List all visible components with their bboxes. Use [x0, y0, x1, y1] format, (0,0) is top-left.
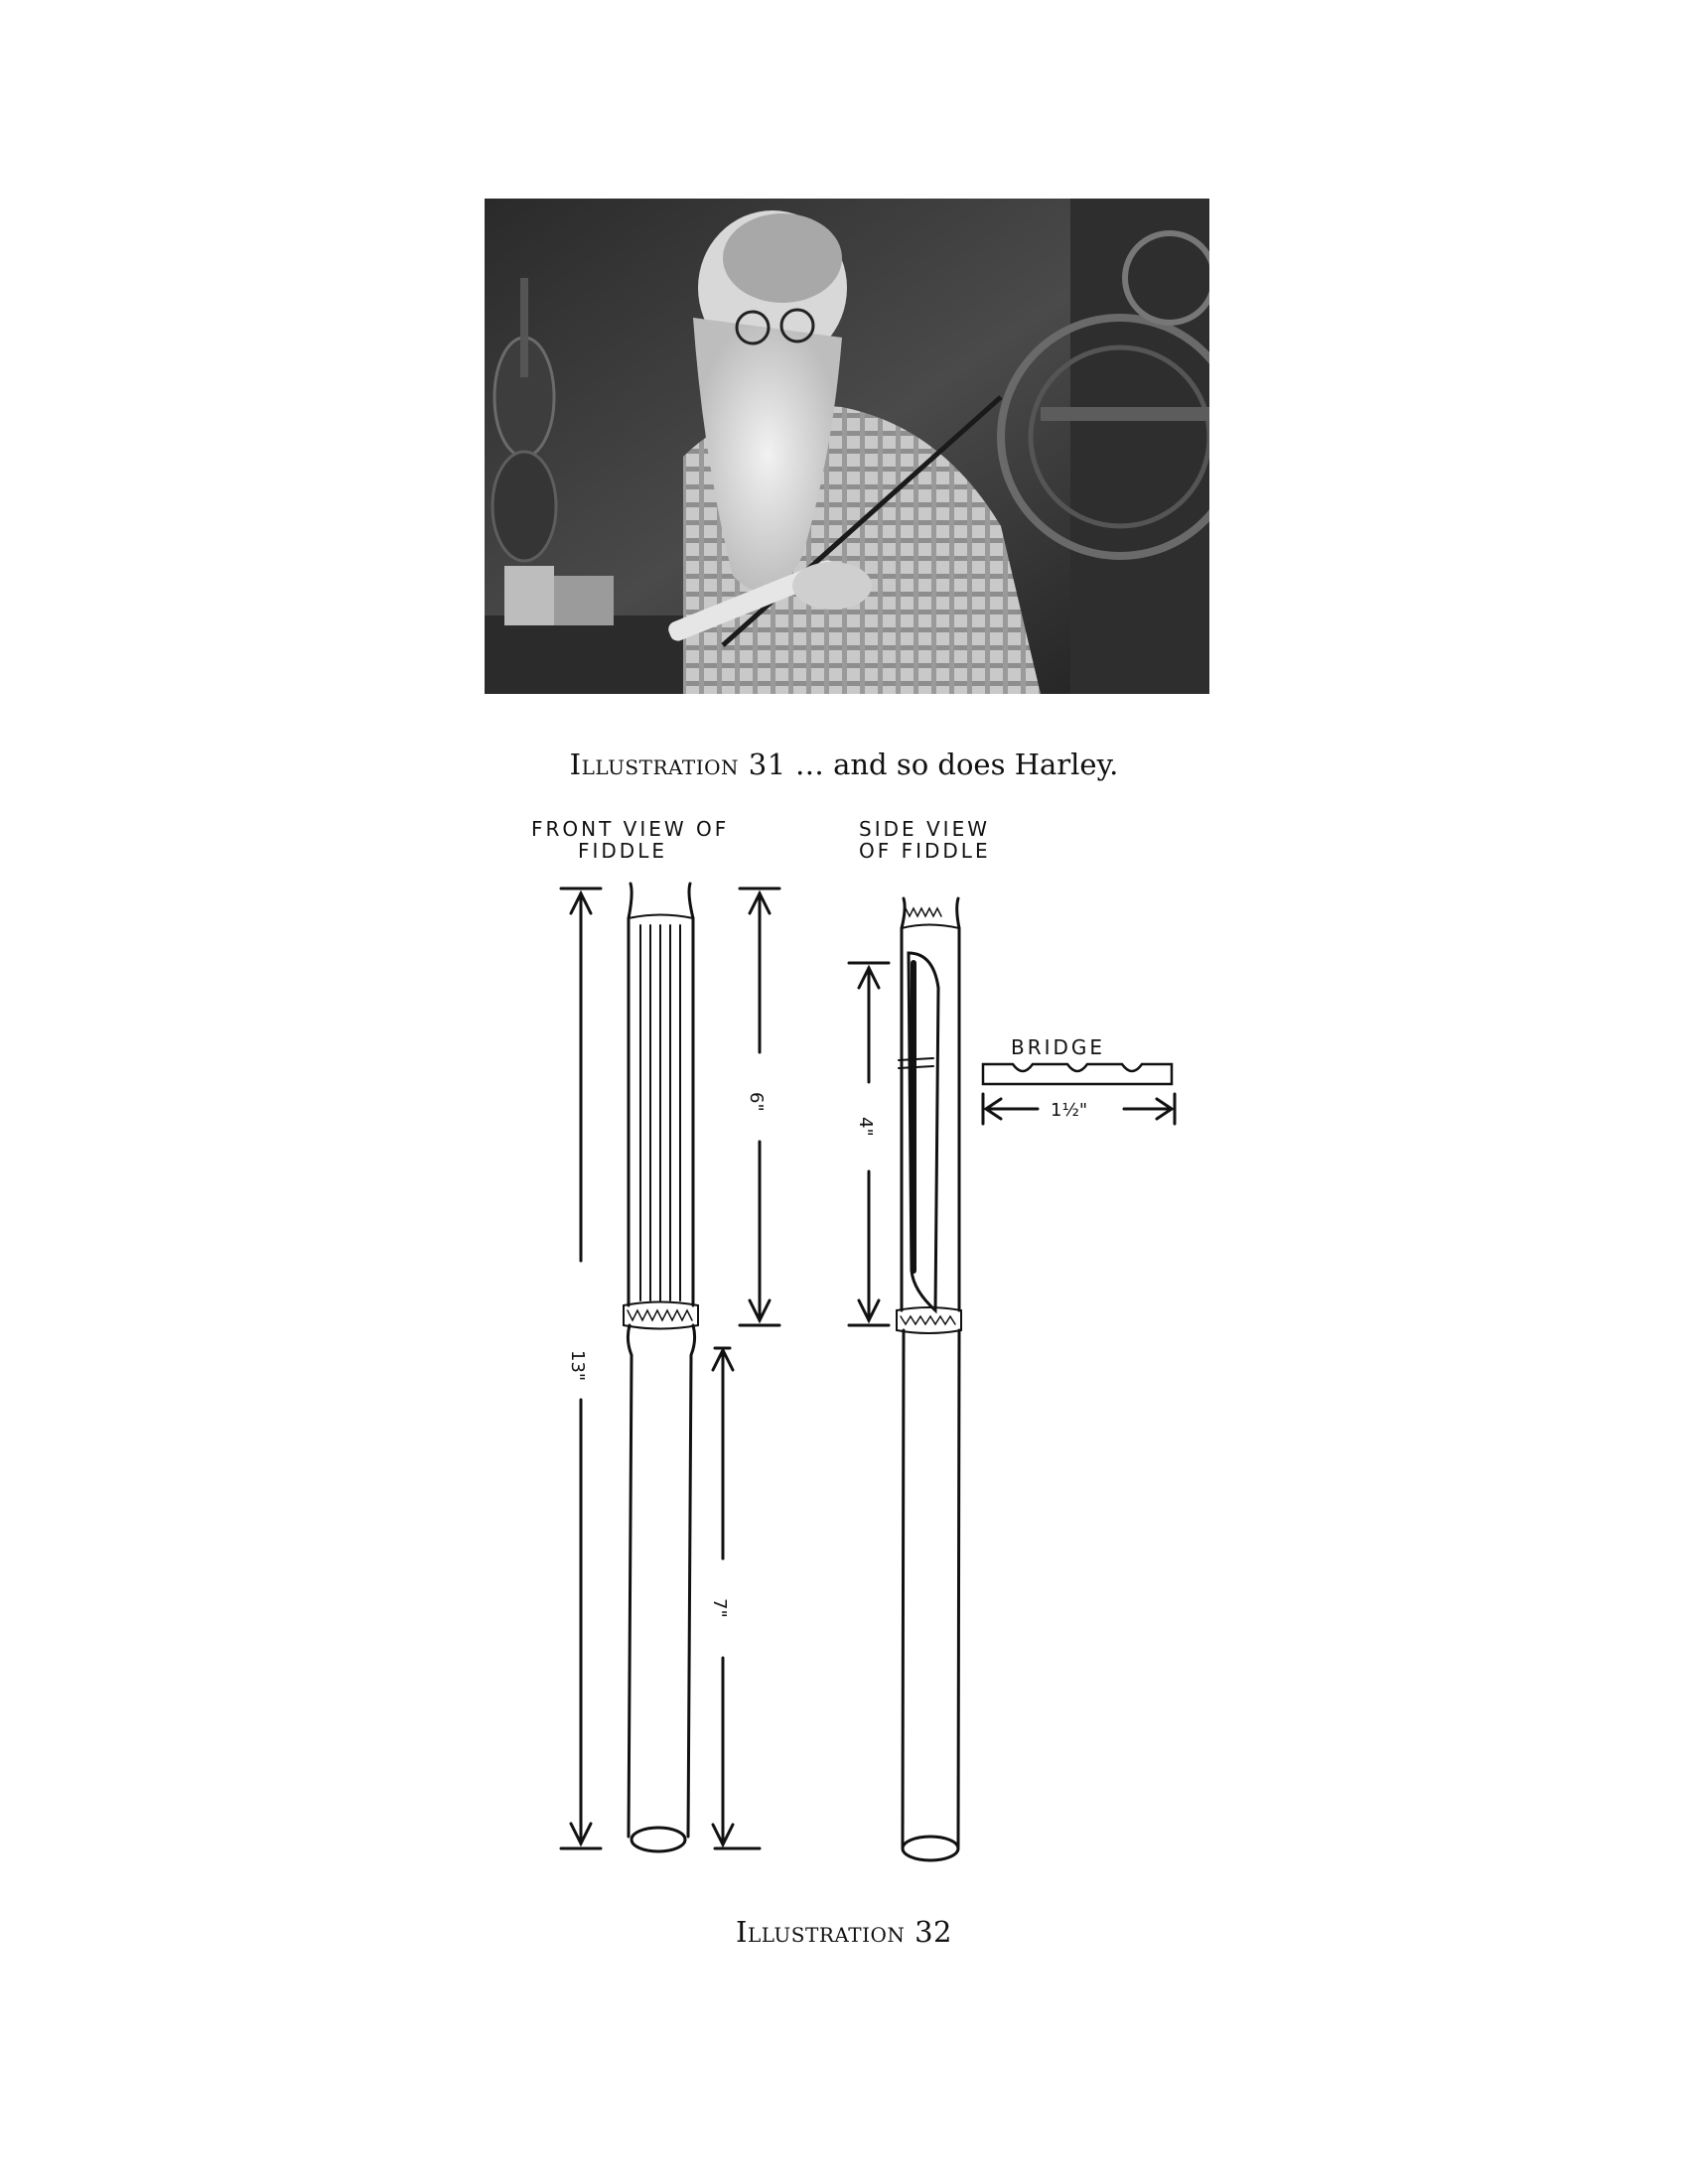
- dimension-13-label: 13": [567, 1350, 588, 1382]
- illustration-32-caption: [0, 1915, 1688, 1949]
- side-view-label-line2: OF FIDDLE: [859, 839, 991, 863]
- illustration-31-caption: [0, 748, 1688, 781]
- photo-placeholder-image: [485, 199, 1209, 694]
- fiddle-drawing: [516, 814, 1211, 1866]
- bridge-width-label: 1½": [1051, 1100, 1088, 1121]
- illustration-31-label: Illustration 31: [569, 748, 786, 781]
- side-view-label-line1: SIDE VIEW: [859, 817, 990, 841]
- fiddle-drawing-svg: [516, 814, 1211, 1866]
- dimension-4-label: 4": [855, 1117, 876, 1137]
- dimension-7-label: 7": [709, 1598, 730, 1618]
- front-view-label-line1: FRONT VIEW OF: [531, 817, 730, 841]
- bridge-label: BRIDGE: [1011, 1035, 1106, 1059]
- illustration-32-label: Illustration 32: [736, 1915, 952, 1949]
- illustration-31-text: … and so does Harley.: [794, 748, 1119, 781]
- photograph: [485, 199, 1209, 694]
- dimension-6-label: 6": [746, 1092, 767, 1112]
- front-view-label-line2: FIDDLE: [578, 839, 667, 863]
